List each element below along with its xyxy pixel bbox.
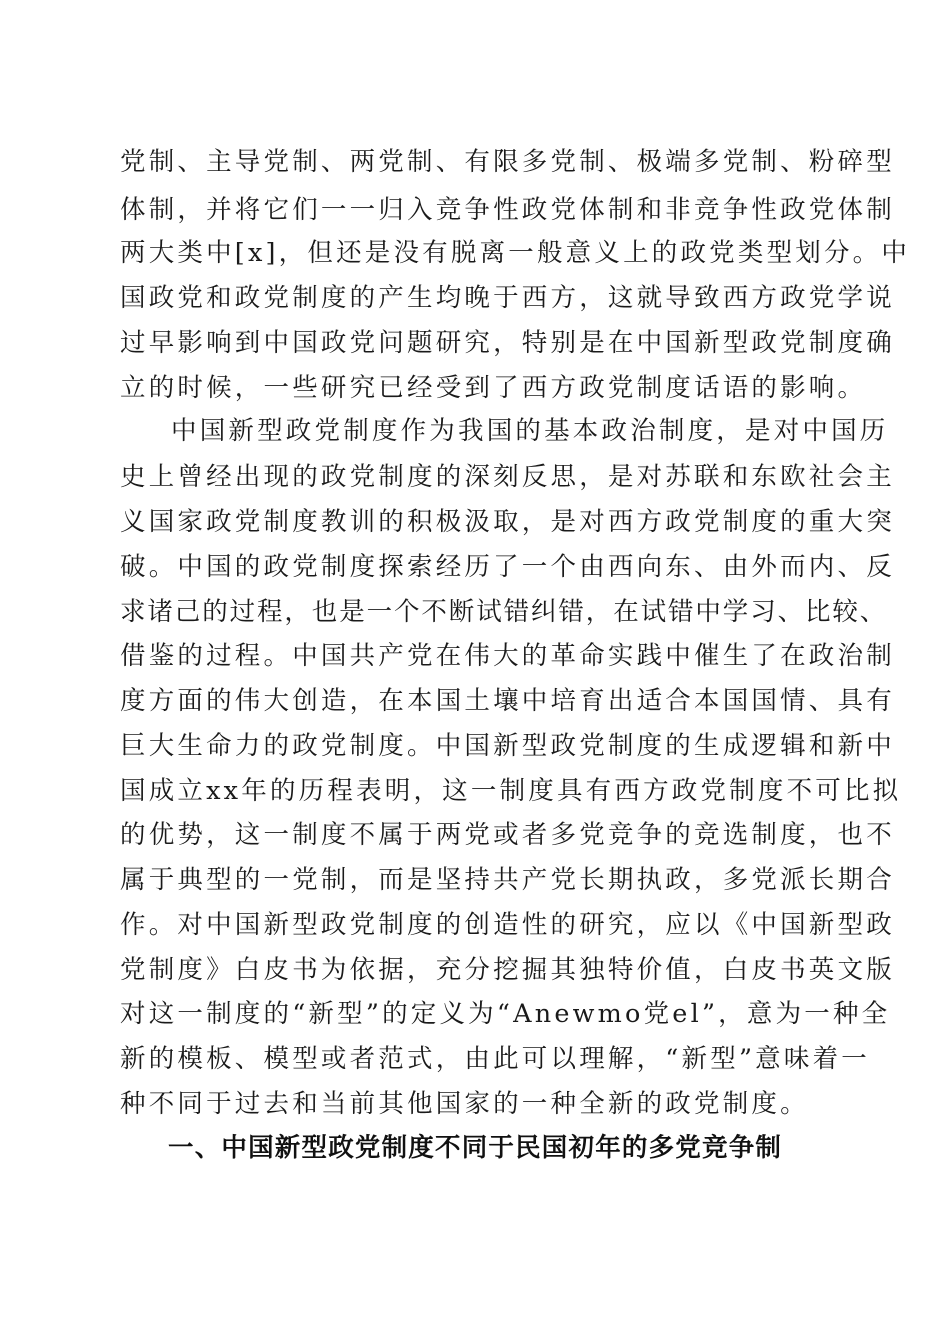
text-line: 巨大生命力的政党制度。中国新型政党制度的生成逻辑和新中 [120, 731, 895, 761]
text-line: 立的时候，一些研究已经受到了西方政党制度话语的影响。 [120, 373, 867, 403]
text-line: 史上曾经出现的政党制度的深刻反思，是对苏联和东欧社会主 [120, 462, 895, 492]
text-line: 国成立xx年的历程表明，这一制度具有西方政党制度不可比拟 [120, 776, 902, 806]
text-line: 党制度》白皮书为依据，充分挖掘其独特价值，白皮书英文版 [120, 955, 895, 985]
text-line: 属于典型的一党制，而是坚持共产党长期执政，多党派长期合 [120, 865, 895, 895]
text-line: 种不同于过去和当前其他国家的一种全新的政党制度。 [120, 1089, 809, 1119]
text-line: 中国新型政党制度作为我国的基本政治制度，是对中国历 [171, 416, 889, 446]
text-line: 体制，并将它们一一归入竞争性政党体制和非竞争性政党体制 [120, 195, 895, 225]
text-line: 过早影响到中国政党问题研究，特别是在中国新型政党制度确 [120, 328, 895, 358]
text-line: 的优势，这一制度不属于两党或者多党竞争的竞选制度，也不 [120, 820, 895, 850]
text-line: 度方面的伟大创造，在本国土壤中培育出适合本国国情、具有 [120, 686, 895, 716]
text-line: 作。对中国新型政党制度的创造性的研究，应以《中国新型政 [120, 910, 895, 940]
text-line: 对这一制度的“新型”的定义为“Anewmo党el”，意为一种全 [120, 999, 891, 1029]
section-heading: 一、中国新型政党制度不同于民国初年的多党竞争制 [168, 1133, 783, 1163]
text-line: 义国家政党制度教训的积极汲取，是对西方政党制度的重大突 [120, 507, 895, 537]
text-line: 求诸己的过程，也是一个不断试错纠错，在试错中学习、比较、 [120, 597, 888, 627]
text-line: 破。中国的政党制度探索经历了一个由西向东、由外而内、反 [120, 552, 895, 582]
text-line: 党制、主导党制、两党制、有限多党制、极端多党制、粉碎型 [120, 147, 895, 177]
text-line: 国政党和政党制度的产生均晚于西方，这就导致西方政党学说 [120, 283, 895, 313]
text-line: 两大类中[x]，但还是没有脱离一般意义上的政党类型划分。中 [120, 238, 911, 268]
text-line: 新的模板、模型或者范式，由此可以理解，“新型”意味着一 [120, 1044, 870, 1074]
text-line: 借鉴的过程。中国共产党在伟大的革命实践中催生了在政治制 [120, 641, 895, 671]
